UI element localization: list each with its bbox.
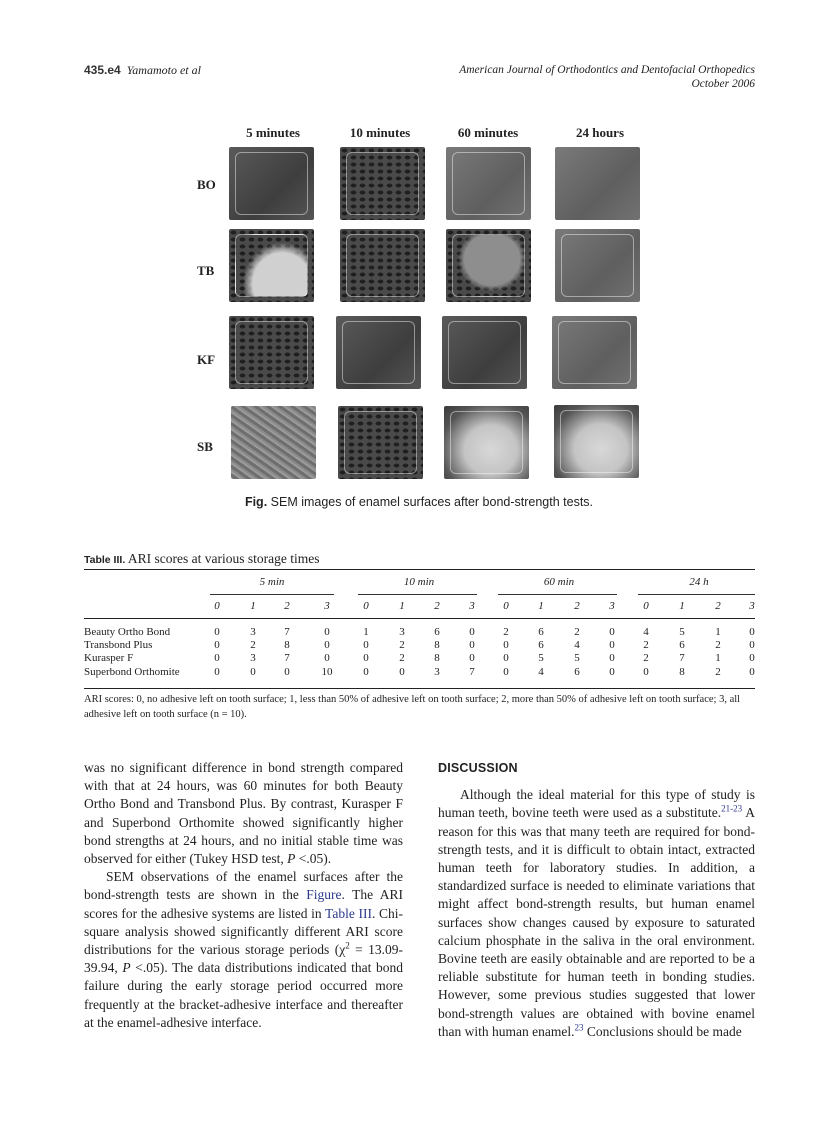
table-cell: 3: [399, 626, 405, 638]
row-label: Transbond Plus: [84, 639, 153, 651]
figure-link[interactable]: Figure: [306, 887, 342, 903]
table-cell: 4: [538, 666, 544, 678]
score-column-header: 1: [679, 600, 685, 612]
figure-column-label: 5 minutes: [246, 125, 300, 140]
figure-row-label: KF: [197, 352, 216, 367]
figure-caption: [0, 495, 838, 509]
score-column-header: 0: [214, 600, 220, 612]
table-cell: 4: [643, 626, 649, 638]
table-link[interactable]: Table III: [325, 905, 372, 921]
table-cell: 2: [250, 639, 256, 651]
sem-image-tb-60min: [446, 229, 531, 302]
table-cell: 2: [715, 639, 721, 651]
group-rule: [210, 594, 334, 595]
score-column-header: 2: [434, 600, 440, 612]
table-cell: 0: [324, 626, 330, 638]
table-cell: 6: [679, 639, 685, 651]
body-column-right: [438, 759, 755, 1041]
sem-image-kf-60min: [442, 316, 527, 389]
row-label: Superbond Orthomite: [84, 666, 180, 678]
table-cell: 7: [284, 652, 290, 664]
figure-row-label: BO: [197, 177, 216, 192]
table-cell: 0: [609, 666, 615, 678]
table-cell: 3: [250, 652, 256, 664]
score-column-header: 0: [363, 600, 369, 612]
table-cell: 0: [503, 652, 509, 664]
table-label: Table III.: [84, 554, 126, 566]
sem-image-bo-10min: [340, 147, 425, 220]
group-header: 24 h: [689, 576, 709, 588]
figure-row-label: SB: [197, 439, 213, 454]
table-cell: 3: [434, 666, 440, 678]
paragraph: SEM observations of the enamel surfaces after the bond-strength tests are shown in the Figure. The ARI scores for the adhesive systems are listed in Table III. Chi-square analysis showed significantly different ARI score distributions for the various storage periods ($\chi^2 = 13.09-39.94$, P <.05). The data distributions indicated that bond failure during the early storage period occurred more frequently at the bracket-adhesive interface and thereafter at the enamel-adhesive interface.: [84, 869, 404, 1030]
sem-image-tb-24h: [555, 229, 640, 302]
score-column-header: 1: [250, 600, 256, 612]
group-header: 60 min: [543, 576, 575, 588]
issue-date: October 2006: [691, 78, 755, 90]
table-cell: 8: [679, 666, 685, 678]
score-column-header: 3: [749, 600, 755, 612]
table-cell: 0: [609, 652, 615, 664]
authors: Yamamoto et al: [126, 63, 201, 77]
table-footnote: ARI scores: 0, no adhesive left on tooth surface; 1, less than 50% of adhesive left on tooth surface; 2, more than 50% of adhesive left on tooth surface; 3, all adhesive left on tooth surface (n = 10).: [84, 694, 741, 720]
table-cell: 0: [749, 626, 755, 638]
table-cell: 4: [574, 639, 580, 651]
sem-image-sb-60min: [444, 406, 529, 479]
group-rule: [358, 594, 477, 595]
paragraph: Although the ideal material for this type of study is human teeth, bovine teeth were used as a substitute.$^{21-23}$ A reason for this was that many teeth are required for bond-strength tests, and it is difficult to obtain intact, extracted human teeth for laboratory studies. In addition, a standardized surface is needed to eliminate variations that might affect bond-strength results, but human enamel surfaces show changes caused by exposure to saturated calcium phosphate in the saliva in the oral environment. Bovine teeth are easily obtainable and are reported to be a reliable substitute for human teeth in bonding studies. However, some previous studies suggested that lower bond-strength values are obtained with bovine enamel than with human enamel.$^{23}$ Conclusions should be made: [438, 787, 755, 1039]
sem-image-sb-10min: [338, 406, 423, 479]
row-label: Beauty Ortho Bond: [84, 626, 171, 638]
page-number: 435.e4: [84, 63, 121, 77]
table-cell: 6: [434, 626, 440, 638]
table-cell: 0: [749, 666, 755, 678]
sem-image-kf-10min: [336, 316, 421, 389]
figure-column-label: 60 minutes: [457, 125, 519, 140]
table-cell: 0: [214, 626, 220, 638]
table-cell: 0: [363, 652, 369, 664]
table-cell: 5: [574, 652, 580, 664]
table-top-rule: [84, 569, 755, 570]
table-cell: 1: [363, 626, 369, 638]
table-cell: 0: [363, 639, 369, 651]
table-cell: 5: [538, 652, 544, 664]
table-cell: 6: [538, 639, 544, 651]
table-cell: 0: [609, 639, 615, 651]
table-cell: 0: [324, 652, 330, 664]
table-cell: 2: [643, 652, 649, 664]
figure-column-label: 24 hours: [575, 125, 625, 140]
group-rule: [498, 594, 617, 595]
table-cell: 2: [574, 626, 580, 638]
table-cell: 7: [284, 626, 290, 638]
group-header: 10 min: [403, 576, 435, 588]
table-cell: 0: [324, 639, 330, 651]
figure-row-label: TB: [197, 263, 215, 278]
score-column-header: 2: [715, 600, 721, 612]
figure-caption-text: SEM images of enamel surfaces after bond-strength tests.: [267, 495, 594, 509]
score-column-header: 0: [503, 600, 509, 612]
table-cell: 2: [643, 639, 649, 651]
score-column-header: 1: [399, 600, 405, 612]
figure-caption-label: Fig.: [244, 495, 268, 509]
sem-image-tb-10min: [340, 229, 425, 302]
table-cell: 0: [250, 666, 256, 678]
table-cell: 0: [214, 666, 220, 678]
score-column-header: 3: [609, 600, 615, 612]
sem-image-kf-24h: [552, 316, 637, 389]
table-cell: 8: [284, 639, 290, 651]
score-column-header: 1: [538, 600, 544, 612]
sem-image-sb-24h: [554, 405, 639, 478]
table-cell: 0: [469, 639, 475, 651]
paragraph: was no significant difference in bond strength compared with that at 24 hours, was 60 minutes for both Beauty Ortho Bond and Transbond Plus. By contrast, Kurasper F and Superbond Orthomite showed significantly higher bond strengths at 24 hours, and no initial stable time was observed for either (Tukey HSD test, P <.05).: [84, 760, 403, 867]
running-header-right: [459, 63, 755, 91]
table-bottom-rule: [84, 688, 755, 689]
sem-image-kf-5min: [229, 316, 314, 389]
sem-image-bo-5min: [229, 147, 314, 220]
table-cell: 2: [399, 639, 405, 651]
table-cell: 0: [503, 666, 509, 678]
table-title: [84, 551, 319, 567]
row-label: Kurasper F: [84, 652, 134, 664]
sem-image-bo-60min: [446, 147, 531, 220]
table-cell: 0: [284, 666, 290, 678]
group-rule: [638, 594, 755, 595]
table-cell: 6: [574, 666, 580, 678]
table-cell: 0: [609, 626, 615, 638]
table-cell: 0: [643, 666, 649, 678]
table-cell: 5: [679, 626, 685, 638]
reference-link[interactable]: 21-23: [721, 803, 743, 814]
table-cell: 2: [715, 666, 721, 678]
section-heading: DISCUSSION: [438, 761, 518, 775]
table-cell: 8: [434, 639, 440, 651]
score-column-header: 3: [469, 600, 475, 612]
table-cell: 0: [503, 639, 509, 651]
reference-link[interactable]: 23: [574, 1022, 584, 1033]
table-cell: 0: [749, 652, 755, 664]
table-cell: 0: [363, 666, 369, 678]
sem-image-bo-24h: [555, 147, 640, 220]
table-cell: 0: [214, 652, 220, 664]
running-header-left: [84, 63, 201, 78]
table-cell: 0: [399, 666, 405, 678]
score-column-header: 2: [574, 600, 580, 612]
body-column-left: [84, 759, 403, 1032]
sem-image-tb-5min: [229, 229, 314, 302]
table-cell: 1: [715, 652, 721, 664]
score-column-header: 2: [284, 600, 290, 612]
table-cell: 0: [469, 626, 475, 638]
table-cell: 7: [469, 666, 475, 678]
table-cell: 1: [715, 626, 721, 638]
table-cell: 3: [250, 626, 256, 638]
table-cell: 0: [469, 652, 475, 664]
table-cell: 2: [503, 626, 509, 638]
group-header: 5 min: [259, 576, 285, 588]
table-header-rule: [84, 618, 755, 619]
table-cell: 8: [434, 652, 440, 664]
journal-name: American Journal of Orthodontics and Dentofacial Orthopedics: [459, 64, 755, 76]
sem-image-sb-5min: [231, 406, 316, 479]
table-cell: 6: [538, 626, 544, 638]
table-cell: 0: [214, 639, 220, 651]
table-cell: 0: [749, 639, 755, 651]
table-caption: ARI scores at various storage times: [125, 551, 320, 566]
score-column-header: 3: [324, 600, 330, 612]
score-column-header: 0: [643, 600, 649, 612]
table-cell: 2: [399, 652, 405, 664]
figure-column-label: 10 minutes: [349, 125, 411, 140]
table-cell: 10: [321, 666, 333, 678]
table-cell: 7: [679, 652, 685, 664]
